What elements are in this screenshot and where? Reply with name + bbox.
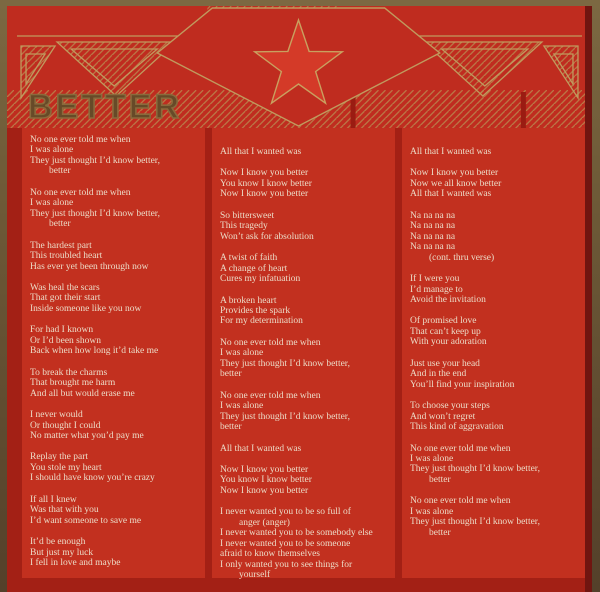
lyric-line: You know I know better [220, 475, 312, 486]
lyric-line: Now we all know better [410, 178, 502, 189]
verse [220, 444, 392, 454]
verse [30, 537, 202, 568]
verse [220, 507, 392, 580]
lyric-line: No one ever told me when [410, 443, 511, 454]
lyric-line: Was heal the scars [30, 282, 100, 293]
lyric-line: They just thought I’d know better, [410, 517, 540, 528]
lyric-line: Back when how long it’d take me [30, 346, 159, 357]
lyric-line: I was alone [30, 145, 74, 156]
lyric-line: Na na na na [410, 210, 456, 221]
lyric-line: I’d manage to [410, 284, 463, 295]
lyric-line: better [30, 219, 71, 230]
lyric-line: They just thought I’d know better, [410, 464, 540, 475]
lyrics-column-3 [402, 128, 585, 578]
lyric-line: I was alone [220, 348, 264, 359]
lyric-line: yourself [220, 570, 271, 581]
lyric-line: You’ll find your inspiration [410, 379, 515, 390]
page-right-edge [585, 6, 592, 592]
lyric-line: I fell in love and maybe [30, 558, 121, 569]
lyric-line: better [220, 369, 242, 380]
booklet-page [7, 6, 592, 592]
lyric-line: Now I know you better [220, 168, 309, 179]
verse [30, 188, 202, 230]
lyric-line: A broken heart [220, 295, 277, 306]
lyric-line: Just use your head [410, 358, 480, 369]
lyric-line: I was alone [410, 506, 454, 517]
lyric-line: Avoid the invitation [410, 294, 486, 305]
lyric-line: And won’t regret [410, 411, 476, 422]
lyric-line: afraid to know themselves [220, 549, 320, 560]
lyric-line: A twist of faith [220, 253, 278, 264]
lyric-line: They just thought I’d know better, [30, 155, 160, 166]
lyric-line: better [30, 166, 71, 177]
lyric-line: They just thought I’d know better, [30, 208, 160, 219]
lyric-line: Na na na na [410, 242, 456, 253]
lyric-line: Of promised love [410, 316, 477, 327]
lyrics-columns [22, 128, 585, 581]
lyrics-column-1 [22, 128, 205, 578]
lyric-line: No matter what you’d pay me [30, 430, 144, 441]
lyric-line: A change of heart [220, 263, 288, 274]
lyric-line: I never wanted you to be so full of [220, 507, 351, 518]
verse [220, 338, 392, 380]
lyric-line: They just thought I’d know better, [220, 411, 350, 422]
verse [410, 316, 582, 347]
lyric-line: I was alone [220, 401, 264, 412]
verse [220, 253, 392, 284]
lyric-line: Was that with you [30, 505, 99, 516]
lyric-line: That can’t keep up [410, 326, 481, 337]
lyric-line: For my determination [220, 316, 303, 327]
lyric-line: Inside someone like you now [30, 303, 142, 314]
lyric-line: (cont. thru verse) [410, 252, 495, 263]
verse [220, 147, 392, 157]
verse [30, 241, 202, 272]
verse [410, 401, 582, 432]
verse [30, 452, 202, 483]
lyric-line: Provides the spark [220, 305, 291, 316]
lyric-line: Na na na na [410, 231, 456, 242]
lyric-line: That brought me harm [30, 378, 116, 389]
lyric-line: Replay the part [30, 452, 89, 463]
lyric-line: So bittersweet [220, 210, 275, 221]
lyric-line: They just thought I’d know better, [220, 358, 350, 369]
verse [220, 211, 392, 242]
lyric-line: All that I wanted was [410, 147, 492, 157]
lyric-line: All that I wanted was [220, 147, 302, 157]
lyric-line: The hardest part [30, 240, 92, 251]
verse [220, 168, 392, 199]
lyric-line: Has ever yet been through now [30, 261, 149, 272]
page-title: BETTER [28, 88, 182, 126]
lyric-line: This tragedy [220, 221, 268, 232]
lyric-line: No one ever told me when [220, 337, 321, 348]
lyric-line: I was alone [30, 198, 74, 209]
verse [410, 496, 582, 538]
lyric-line: Cures my infatuation [220, 274, 301, 285]
lyric-line: anger (anger) [220, 517, 290, 528]
lyric-line: For had I known [30, 325, 94, 336]
lyric-line: better [410, 527, 451, 538]
lyric-line: All that I wanted was [410, 189, 492, 200]
lyric-line: You stole my heart [30, 462, 102, 473]
verse [410, 444, 582, 486]
lyric-line: better [410, 474, 451, 485]
verse [30, 495, 202, 526]
lyric-line: I should have know you’re crazy [30, 473, 155, 484]
lyric-line: All that I wanted was [220, 443, 302, 454]
verse [30, 135, 202, 177]
lyric-line: If all I knew [30, 494, 77, 505]
lyric-line: Won’t ask for absolution [220, 231, 314, 242]
verse [410, 211, 582, 263]
lyric-line: I never wanted you to be someone [220, 538, 351, 549]
lyric-line: better [220, 422, 242, 433]
lyric-line: Now I know you better [220, 485, 309, 496]
lyric-line: No one ever told me when [30, 187, 131, 198]
lyric-line: I only wanted you to see things for [220, 559, 353, 570]
verse [410, 359, 582, 390]
lyric-line: I never would [30, 410, 83, 421]
lyric-line: I’d want someone to save me [30, 515, 142, 526]
lyric-line: Now I know you better [410, 168, 499, 179]
verse [410, 147, 582, 157]
lyric-line: If I were you [410, 274, 460, 285]
verse [30, 283, 202, 314]
lyric-line: It’d be enough [30, 537, 86, 548]
lyrics-column-2 [212, 128, 395, 581]
lyric-line: To choose your steps [410, 401, 490, 412]
lyric-line: And all but would erase me [30, 388, 135, 399]
lyric-line: That got their start [30, 293, 101, 304]
lyric-line: No one ever told me when [220, 390, 321, 401]
verse [410, 274, 582, 305]
verse [30, 410, 202, 441]
lyric-line: With your adoration [410, 337, 487, 348]
lyric-line: And in the end [410, 369, 467, 380]
lyric-line: No one ever told me when [30, 135, 131, 145]
lyric-line: You know I know better [220, 178, 312, 189]
verse [220, 391, 392, 433]
verse [410, 168, 582, 199]
lyric-line: Now I know you better [220, 464, 309, 475]
lyric-line: This kind of aggravation [410, 422, 504, 433]
lyric-line: I never wanted you to be somebody else [220, 528, 373, 539]
verse [30, 325, 202, 356]
lyric-line: This troubled heart [30, 251, 103, 262]
lyric-line: No one ever told me when [410, 496, 511, 507]
lyric-line: But just my luck [30, 547, 94, 558]
lyric-line: To break the charms [30, 367, 108, 378]
verse [220, 465, 392, 496]
verse [220, 296, 392, 327]
verse [30, 368, 202, 399]
lyric-line: Na na na na [410, 221, 456, 232]
lyric-line: Or thought I could [30, 420, 101, 431]
lyric-line: I was alone [410, 453, 454, 464]
lyric-line: Now I know you better [220, 189, 309, 200]
lyric-line: Or I’d been shown [30, 335, 101, 346]
